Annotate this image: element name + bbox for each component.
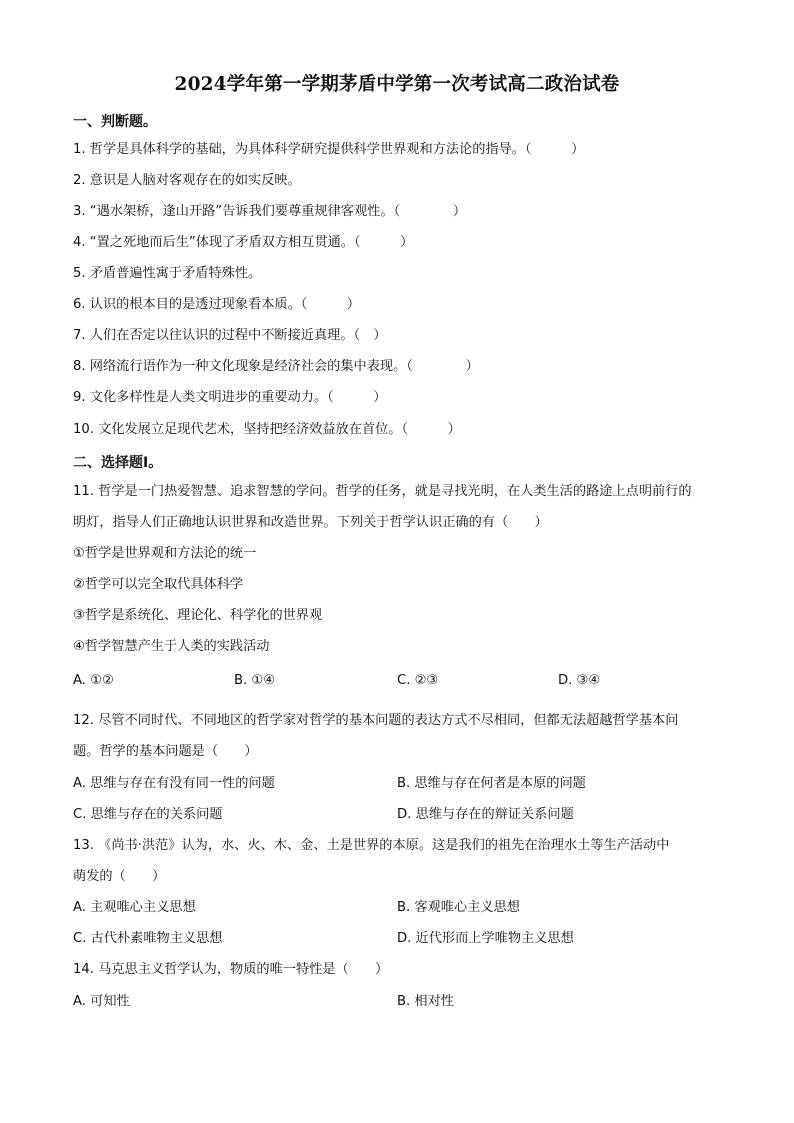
question-13-stem-line1: 13. 《尚书·洪范》认为，水、火、木、金、土是世界的本原。这是我们的祖先在治理水土等生产活动中 <box>73 838 670 853</box>
question-9: 9. 文化多样性是人类文明进步的重要动力。（ ） <box>73 390 387 405</box>
question-14-option-b: B. 相对性 <box>397 994 454 1009</box>
question-10: 10. 文化发展立足现代艺术，坚持把经济效益放在首位。（ ） <box>73 422 461 437</box>
question-11-statement-3: ③哲学是系统化、理论化、科学化的世界观 <box>73 608 323 623</box>
question-11-statement-4: ④哲学智慧产生于人类的实践活动 <box>73 639 270 654</box>
question-5: 5. 矛盾普遍性寓于矛盾特殊性。 <box>73 266 262 281</box>
question-13-stem-line2: 萌发的（ ） <box>73 869 166 884</box>
question-11-statement-1: ①哲学是世界观和方法论的统一 <box>73 546 257 561</box>
question-11-statement-2: ②哲学可以完全取代具体科学 <box>73 577 244 592</box>
question-2: 2. 意识是人脑对客观存在的如实反映。 <box>73 173 301 188</box>
question-4: 4. “置之死地而后生”体现了矛盾双方相互贯通。（ ） <box>73 235 414 250</box>
question-11-option-d: D. ③④ <box>558 673 601 688</box>
question-11-stem-line1: 11. 哲学是一门热爱智慧、追求智慧的学问。哲学的任务，就是寻找光明，在人类生活的路途上点明前行的 <box>73 484 692 499</box>
question-3: 3. “遇水架桥，逢山开路”告诉我们要尊重规律客观性。（ ） <box>73 204 467 219</box>
question-11-option-a: A. ①② <box>73 673 114 688</box>
question-6: 6. 认识的根本目的是透过现象看本质。（ ） <box>73 297 361 312</box>
exam-title: 2024学年第一学期茅盾中学第一次考试高二政治试卷 <box>174 74 620 95</box>
question-13-option-a: A. 主观唯心主义思想 <box>73 900 196 915</box>
question-13-option-b: B. 客观唯心主义思想 <box>397 900 520 915</box>
question-11-stem-line2: 明灯，指导人们正确地认识世界和改造世界。下列关于哲学认识正确的有（ ） <box>73 515 548 530</box>
question-8: 8. 网络流行语作为一种文化现象是经济社会的集中表现。（ ） <box>73 359 479 374</box>
question-7: 7. 人们在否定以往认识的过程中不断接近真理。（ ） <box>73 328 387 343</box>
question-12-option-b: B. 思维与存在何者是本原的问题 <box>397 776 586 791</box>
question-13-option-d: D. 近代形而上学唯物主义思想 <box>397 931 574 946</box>
question-12-stem-line2: 题。哲学的基本问题是（ ） <box>73 744 258 759</box>
question-11-option-c: C. ②③ <box>397 673 439 688</box>
question-11-option-b: B. ①④ <box>234 673 276 688</box>
question-14-stem-line1: 14. 马克思主义哲学认为，物质的唯一特性是（ ） <box>73 962 389 977</box>
question-1: 1. 哲学是具体科学的基础，为具体科学研究提供科学世界观和方法论的指导。（ ） <box>73 142 585 157</box>
question-12-option-c: C. 思维与存在的关系问题 <box>73 807 223 822</box>
question-14-option-a: A. 可知性 <box>73 994 130 1009</box>
question-12-stem-line1: 12. 尽管不同时代、不同地区的哲学家对哲学的基本问题的表达方式不尽相同，但都无法超越哲学基本问 <box>73 713 679 728</box>
question-12-option-d: D. 思维与存在的辩证关系问题 <box>397 807 574 822</box>
question-13-option-c: C. 古代朴素唯物主义思想 <box>73 931 223 946</box>
section-heading-choice: 二、选择题Ⅰ。 <box>73 455 163 471</box>
question-12-option-a: A. 思维与存在有没有同一性的问题 <box>73 776 275 791</box>
section-heading-true-false: 一、判断题。 <box>73 114 157 130</box>
